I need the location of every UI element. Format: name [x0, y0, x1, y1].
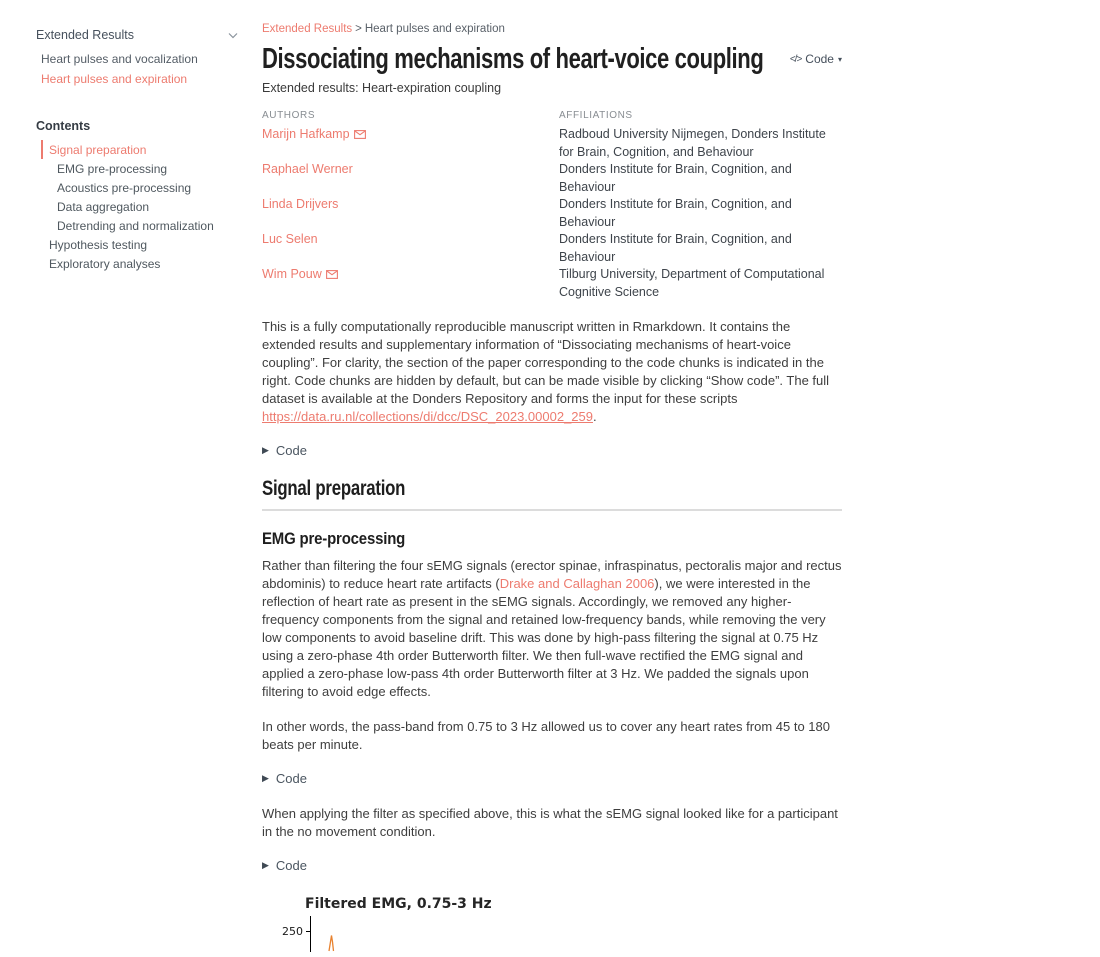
toc-item-acoustics-pre-processing[interactable]: Acoustics pre-processing	[57, 180, 192, 195]
author-link-luc-selen[interactable]: Luc Selen	[262, 232, 318, 247]
breadcrumb-separator: >	[355, 23, 362, 35]
envelope-icon	[354, 127, 366, 145]
chart-title: Filtered EMG, 0.75-3 Hz	[305, 896, 492, 913]
toc-list	[41, 140, 246, 273]
intro-paragraph	[262, 318, 842, 426]
intro-text-end: .	[593, 409, 597, 425]
toc-title: Contents	[36, 119, 91, 133]
sidebar-section-extended-results[interactable]	[36, 28, 246, 42]
page-title: Dissociating mechanisms of heart-voice coupling	[262, 43, 764, 75]
intro-text: This is a fully computationally reproducible manuscript written in Rmarkdown. It contains the extended results and supplementary information of “Dissociating mechanisms of heart-voice coupling”. For clarity, the section of the paper corresponding to the code chunks is indicated in the right. Code chunks are hidden by default, but can be made visible by clicking “Show code”. The full dataset is available at the Donders Repository and forms the input for these scripts	[262, 319, 830, 407]
affiliation: Radboud University Nijmegen, Donders Institute for Brain, Cognition, and Behaviour	[559, 127, 826, 159]
chart-ytick-label: 250	[282, 925, 303, 939]
title-row	[262, 44, 842, 74]
toc-item-exploratory-analyses[interactable]: Exploratory analyses	[49, 256, 161, 271]
chart-y-axis	[310, 916, 311, 952]
code-dropdown-button[interactable]	[790, 52, 842, 66]
code-fold-label: Code	[275, 443, 307, 459]
authors-label: AUTHORS	[262, 110, 316, 122]
code-fold-1[interactable]	[262, 443, 842, 458]
affiliation: Donders Institute for Brain, Cognition, and Behaviour	[559, 162, 792, 194]
sidebar-item-heart-pulses-expiration[interactable]: Heart pulses and expiration	[41, 72, 188, 86]
section-divider	[262, 509, 842, 511]
byline	[262, 110, 842, 301]
main-content	[262, 23, 842, 952]
breadcrumb-parent-link[interactable]: Extended Results	[262, 23, 353, 35]
affiliation: Donders Institute for Brain, Cognition, and Behaviour	[559, 232, 792, 264]
table-of-contents	[36, 119, 246, 273]
chevron-down-icon	[228, 28, 238, 42]
envelope-icon	[326, 267, 338, 285]
triangle-right-icon: ▶	[262, 860, 269, 871]
section-heading-signal-preparation: Signal preparation	[262, 477, 406, 501]
toc-item-hypothesis-testing[interactable]: Hypothesis testing	[49, 237, 148, 252]
toc-item-signal-preparation[interactable]: Signal preparation	[41, 140, 246, 159]
paragraph-text: Rather than filtering the four sEMG signals (erector spinae, infraspinatus, pectoralis major and rectus abdominis) to reduce heart rate artifacts (	[262, 558, 842, 592]
author-link-raphael-werner[interactable]: Raphael Werner	[262, 162, 353, 177]
sidebar-section-label: Extended Results	[36, 28, 134, 42]
code-icon: </>	[789, 53, 802, 65]
emg-paragraph-3: When applying the filter as specified above, this is what the sEMG signal looked like for a participant in the no movement condition.	[262, 806, 838, 840]
code-fold-label: Code	[275, 771, 307, 787]
code-fold-3[interactable]	[262, 858, 842, 873]
paragraph-text-end: ), we were interested in the reflection of heart rate as present in the sEMG signals. Accordingly, we removed any higher-frequency components from the signal and retained low-frequency bands, while removing the very low components to avoid baseline drift. This was done by high-pass filtering the signal at 0.75 Hz using a zero-phase 4th order Butterworth filter. We then full-wave rectified the EMG signal and applied a zero-phase low-pass 4th order Butterworth filter at 3 Hz. We padded the signals upon filtering to avoid edge effects.	[262, 576, 826, 700]
author-link-linda-drijvers[interactable]: Linda Drijvers	[262, 197, 339, 212]
toc-item-data-aggregation[interactable]: Data aggregation	[57, 199, 150, 214]
author-link-marijn-hafkamp[interactable]	[262, 126, 527, 161]
filtered-emg-chart	[262, 892, 842, 952]
sidebar-links	[36, 49, 246, 89]
emg-paragraph-2: In other words, the pass-band from 0.75 to 3 Hz allowed us to cover any heart rates from 45 to 180 beats per minute.	[262, 719, 830, 753]
chart-line-series	[328, 934, 342, 957]
citation-link-drake-callaghan[interactable]: Drake and Callaghan 2006	[499, 576, 655, 592]
affiliations-label: AFFILIATIONS	[559, 110, 633, 122]
breadcrumb-current: Heart pulses and expiration	[364, 23, 505, 35]
author-name: Wim Pouw	[262, 267, 322, 282]
code-fold-label: Code	[275, 858, 307, 874]
page-subtitle: Extended results: Heart-expiration coupling	[262, 81, 502, 96]
sidebar	[36, 28, 246, 273]
triangle-right-icon: ▶	[262, 773, 269, 784]
sidebar-item-heart-pulses-vocalization[interactable]: Heart pulses and vocalization	[41, 52, 198, 66]
affiliation: Tilburg University, Department of Computational Cognitive Science	[559, 267, 825, 299]
author-name: Marijn Hafkamp	[262, 127, 350, 142]
breadcrumb	[262, 23, 842, 35]
code-button-label: Code	[805, 52, 834, 66]
caret-down-icon: ▾	[837, 54, 842, 64]
subsection-heading-emg-pre-processing: EMG pre-processing	[262, 529, 406, 549]
toc-item-detrending-normalization[interactable]: Detrending and normalization	[57, 218, 214, 233]
affiliation: Donders Institute for Brain, Cognition, and Behaviour	[559, 197, 792, 229]
toc-item-emg-pre-processing[interactable]: EMG pre-processing	[57, 161, 168, 176]
triangle-right-icon: ▶	[262, 445, 269, 456]
author-link-wim-pouw[interactable]	[262, 266, 527, 301]
emg-paragraph-1	[262, 557, 842, 701]
code-fold-2[interactable]	[262, 771, 842, 786]
dataset-repository-link[interactable]: https://data.ru.nl/collections/di/dcc/DSC_2023.00002_259	[262, 409, 593, 425]
